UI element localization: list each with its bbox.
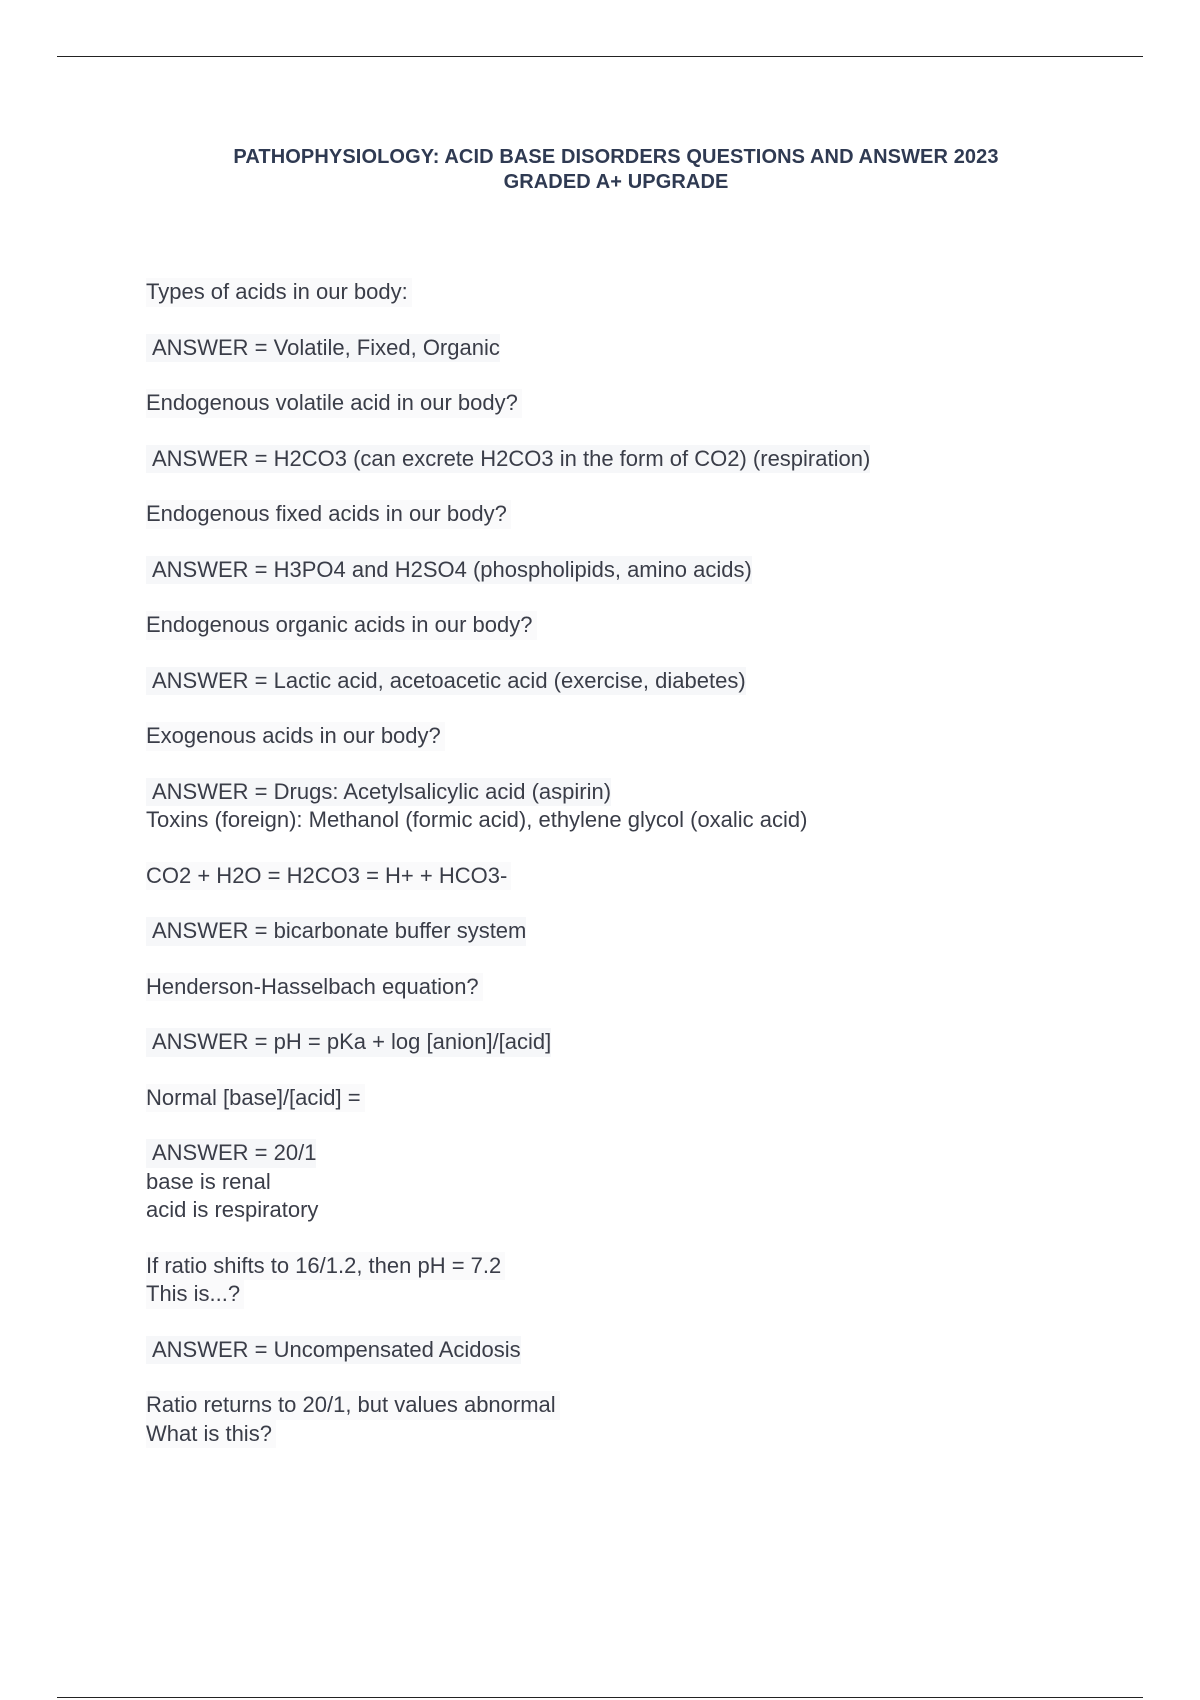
question-text: Endogenous fixed acids in our body?: [146, 500, 511, 529]
answer-continuation: base is renal: [146, 1168, 271, 1194]
document-title: [0, 145, 1200, 195]
question-text: Exogenous acids in our body?: [146, 722, 445, 751]
answer-block: [146, 917, 1106, 946]
answer-block: [146, 334, 1106, 363]
answer-block: [146, 1028, 1106, 1057]
answer-text: ANSWER = Volatile, Fixed, Organic: [146, 334, 500, 363]
top-rule: [57, 56, 1143, 57]
answer-block: [146, 1139, 1106, 1225]
answer-text: ANSWER = Lactic acid, acetoacetic acid (exercise, diabetes): [146, 667, 746, 696]
question-block: [146, 722, 1106, 751]
answer-block: [146, 1336, 1106, 1365]
title-line-2: GRADED A+ UPGRADE: [503, 171, 729, 193]
answer-text: ANSWER = Uncompensated Acidosis: [146, 1336, 521, 1365]
answer-block: [146, 556, 1106, 585]
question-text: If ratio shifts to 16/1.2, then pH = 7.2: [146, 1252, 505, 1281]
question-block: [146, 1252, 1106, 1309]
answer-block: [146, 667, 1106, 696]
question-block: [146, 389, 1106, 418]
question-text: Endogenous volatile acid in our body?: [146, 389, 522, 418]
answer-text: ANSWER = bicarbonate buffer system: [146, 917, 526, 946]
answer-text: ANSWER = pH = pKa + log [anion]/[acid]: [146, 1028, 551, 1057]
question-text: Ratio returns to 20/1, but values abnormal: [146, 1391, 560, 1420]
question-text: Henderson-Hasselbach equation?: [146, 973, 483, 1002]
question-text: CO2 + H2O = H2CO3 = H+ + HCO3-: [146, 862, 511, 891]
answer-text: ANSWER = 20/1: [146, 1139, 316, 1168]
answer-text: ANSWER = H2CO3 (can excrete H2CO3 in the form of CO2) (respiration): [146, 445, 870, 474]
title-line-1: PATHOPHYSIOLOGY: ACID BASE DISORDERS QUESTIONS AND ANSWER 2023: [233, 146, 999, 168]
question-block: [146, 278, 1106, 307]
question-block: [146, 1391, 1106, 1448]
bottom-rule: [57, 1697, 1143, 1698]
question-text: Normal [base]/[acid] =: [146, 1084, 365, 1113]
question-text: What is this?: [146, 1420, 276, 1449]
question-block: [146, 973, 1106, 1002]
question-block: [146, 500, 1106, 529]
question-block: [146, 1084, 1106, 1113]
question-text: Endogenous organic acids in our body?: [146, 611, 537, 640]
question-text: Types of acids in our body:: [146, 278, 412, 307]
answer-text: ANSWER = Drugs: Acetylsalicylic acid (aspirin): [146, 778, 611, 807]
answer-continuation: Toxins (foreign): Methanol (formic acid), ethylene glycol (oxalic acid): [146, 807, 808, 832]
answer-block: [146, 778, 1106, 835]
question-block: [146, 862, 1106, 891]
qa-list: [146, 278, 1106, 1475]
question-block: [146, 611, 1106, 640]
answer-block: [146, 445, 1106, 474]
question-text: This is...?: [146, 1280, 244, 1309]
answer-continuation: acid is respiratory: [146, 1197, 319, 1222]
answer-text: ANSWER = H3PO4 and H2SO4 (phospholipids, amino acids): [146, 556, 752, 585]
